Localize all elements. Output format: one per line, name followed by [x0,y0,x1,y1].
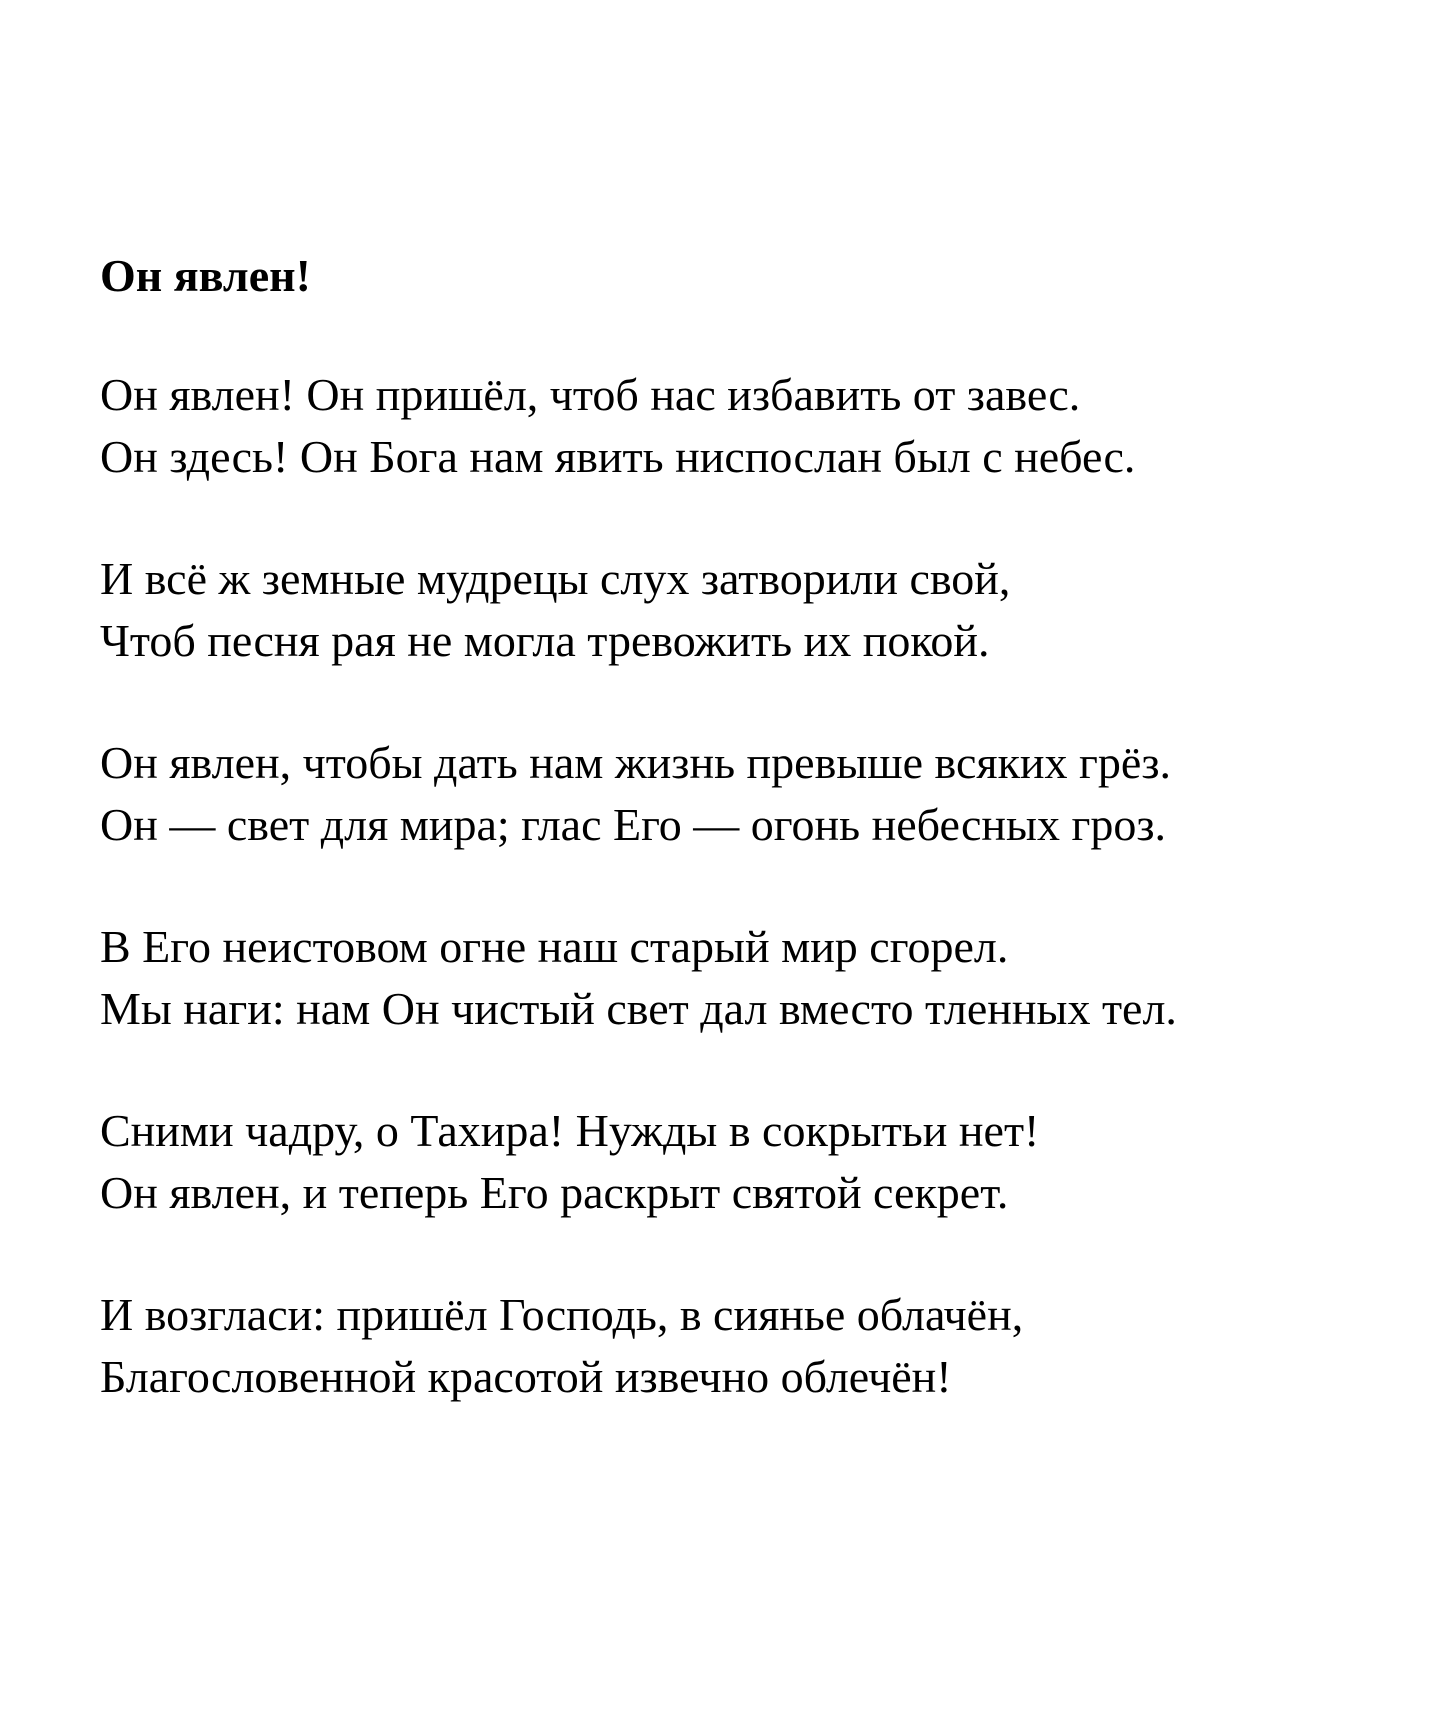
poem-title: Он явлен! [100,250,311,301]
poem-line: Он явлен, и теперь Его раскрыт святой секрет. [100,1167,1009,1218]
poem-line: Благословенной красотой извечно облечён! [100,1351,952,1402]
poem-line: И всё ж земные мудрецы слух затворили свой, [100,553,1011,604]
stanza-3 [100,732,1410,856]
poem-line: Чтоб песня рая не могла тревожить их покой. [100,615,990,666]
stanza-1 [100,364,1410,488]
poem-line: Мы наги: нам Он чистый свет дал вместо тленных тел. [100,983,1177,1034]
poem-line: Он здесь! Он Бога нам явить ниспослан был с небес. [100,431,1136,482]
poem-line: Сними чадру, о Тахира! Нужды в сокрытьи нет! [100,1105,1040,1156]
stanza-5 [100,1100,1410,1224]
poem-line: И возгласи: пришёл Господь, в сиянье облачён, [100,1289,1024,1340]
stanza-6 [100,1284,1410,1408]
poem [100,248,1410,1468]
stanza-4 [100,916,1410,1040]
stanza-2 [100,548,1410,672]
poem-line: Он — свет для мира; глас Его — огонь небесных гроз. [100,799,1166,850]
poem-line: Он явлен! Он пришёл, чтоб нас избавить от завес. [100,369,1081,420]
poem-line: Он явлен, чтобы дать нам жизнь превыше всяких грёз. [100,737,1172,788]
poem-line: В Его неистовом огне наш старый мир сгорел. [100,921,1009,972]
